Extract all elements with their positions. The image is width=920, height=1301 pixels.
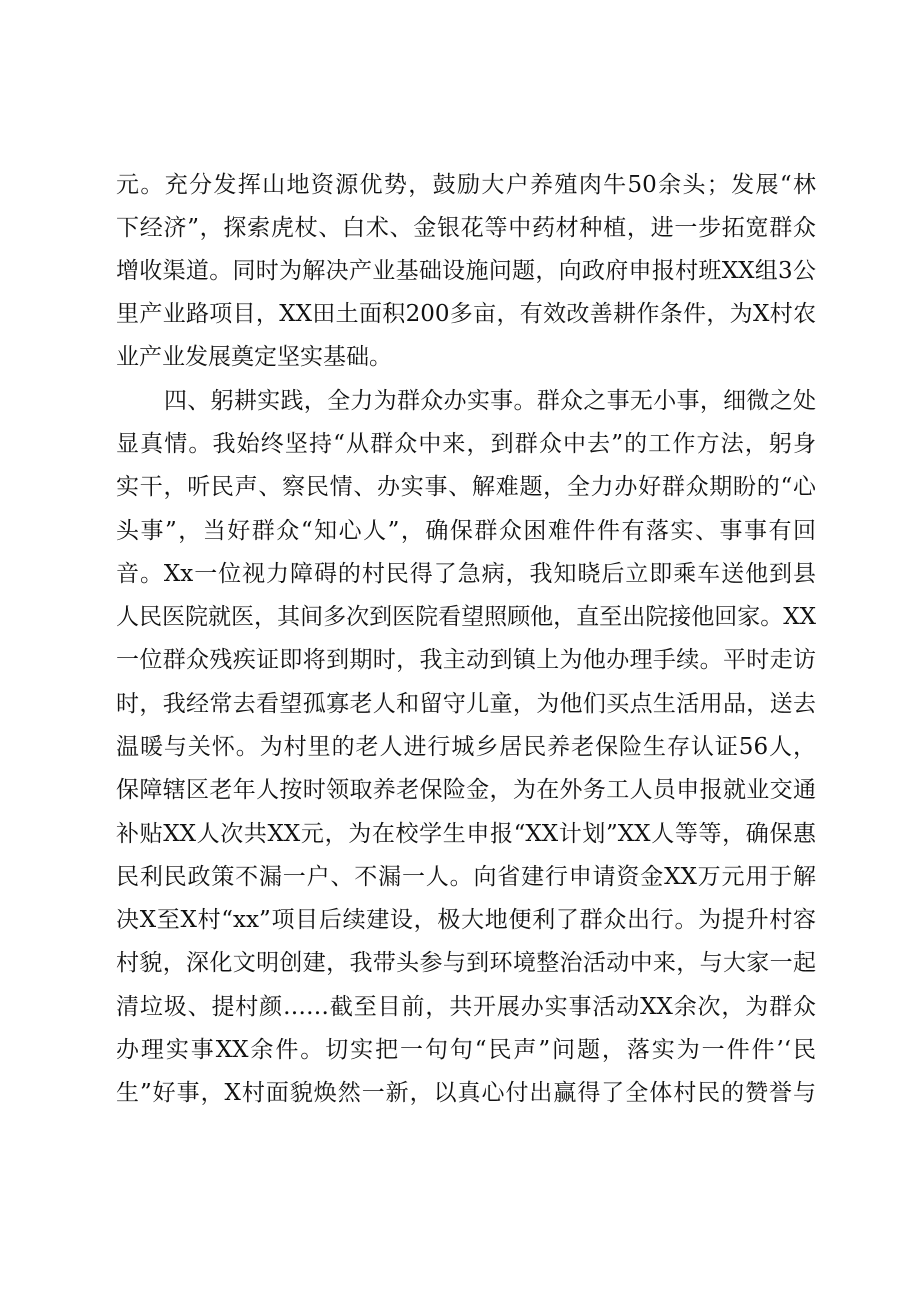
paragraph-line: 下经济”，探索虎杖、白术、金银花等中药材种植，进一步拓宽群众 [116,215,816,241]
paragraph-line: 生”好事，X村面貌焕然一新，以真心付出赢得了全体村民的赞誉与 [116,1080,816,1106]
paragraph-line: 音。Xx一位视力障碍的村民得了急病，我知晓后立即乘车送他到县 [116,561,816,587]
paragraph-line: 保障辖区老年人按时领取养老保险金，为在外务工人员申报就业交通 [116,777,816,803]
paragraph-line: 决X至X村“xx”项目后续建设，极大地便利了群众出行。为提升村容 [116,907,816,933]
paragraph-line: 增收渠道。同时为解决产业基础设施问题，向政府申报村班XX组3公 [116,258,816,284]
paragraph-line: 村貌，深化文明创建，我带头参与到环境整治活动中来，与大家一起 [116,950,816,976]
paragraph-line: 补贴XX人次共XX元，为在校学生申报“XX计划”XX人等等，确保惠 [116,821,816,847]
paragraph-line: 一位群众残疾证即将到期时，我主动到镇上为他办理手续。平时走访 [116,647,816,673]
paragraph-line: 人民医院就医，其间多次到医院看望照顾他，直至出院接他回家。XX [116,604,816,630]
paragraph-line: 实干，听民声、察民情、办实事、解难题，全力办好群众期盼的“心 [116,474,816,500]
paragraph-line: 显真情。我始终坚持“从群众中来，到群众中去”的工作方法，躬身 [116,431,816,457]
paragraph-line: 民利民政策不漏一户、不漏一人。向省建行申请资金XX万元用于解 [116,864,816,890]
paragraph-line: 清垃圾、提村颜……截至目前，共开展办实事活动XX余次，为群众 [116,994,816,1020]
paragraph-line: 里产业路项目，XX田土面积200多亩，有效改善耕作条件，为X村农 [116,301,816,327]
paragraph-line: 元。充分发挥山地资源优势，鼓励大户养殖肉牛50余头；发展“林 [116,172,816,198]
paragraph-heading-line: 四、躬耕实践，全力为群众办实事。群众之事无小事，细微之处 [164,388,816,414]
paragraph-line: 业产业发展奠定坚实基础。 [116,344,392,370]
paragraph-line: 温暖与关怀。为村里的老人进行城乡居民养老保险生存认证56人， [116,734,816,760]
paragraph-line: 办理实事XX余件。切实把一句句“民声”问题，落实为一件件’‘民 [116,1037,816,1063]
paragraph-line: 时，我经常去看望孤寡老人和留守儿童，为他们买点生活用品，送去 [116,691,816,717]
paragraph-line: 头事”，当好群众“知心人”，确保群众困难件件有落实、事事有回 [116,518,816,544]
